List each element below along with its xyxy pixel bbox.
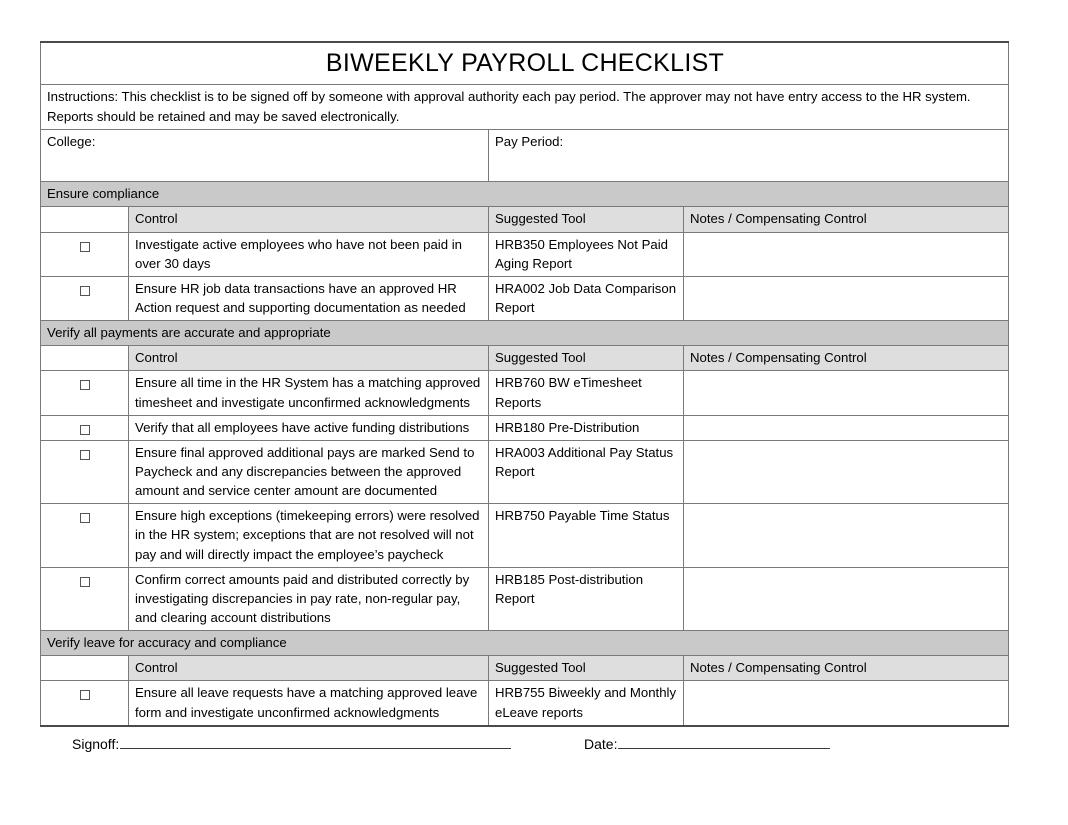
row-checkbox-cell[interactable]	[41, 567, 129, 630]
column-header-suggested-tool: Suggested Tool	[489, 656, 684, 681]
section-header-row	[41, 182, 1009, 207]
signoff-block	[72, 735, 972, 765]
checkbox-empty-icon[interactable]	[80, 380, 90, 390]
signoff-field[interactable]	[72, 735, 511, 752]
date-label: Date:	[584, 736, 618, 752]
section-header-row	[41, 631, 1009, 656]
title-row	[41, 42, 1009, 85]
row-control: Ensure high exceptions (timekeeping errors) were resolved in the HR system; exceptions that are not resolved will not pay and will directly impact the employee’s paycheck	[129, 504, 489, 567]
college-label: College:	[47, 134, 96, 150]
table-row	[41, 415, 1009, 440]
row-control: Ensure final approved additional pays are marked Send to Paycheck and any discrepancies between the approved amount and service center amount are documented	[129, 440, 489, 503]
row-notes[interactable]	[684, 440, 1009, 503]
column-header-control: Control	[129, 346, 489, 371]
row-notes[interactable]	[684, 415, 1009, 440]
row-checkbox-cell[interactable]	[41, 440, 129, 503]
row-notes[interactable]	[684, 567, 1009, 630]
table-row	[41, 440, 1009, 503]
section-heading-ensure-compliance: Ensure compliance	[41, 182, 1009, 207]
row-notes[interactable]	[684, 504, 1009, 567]
column-header-row	[41, 656, 1009, 681]
row-suggested-tool: HRB180 Pre-Distribution	[489, 415, 684, 440]
checkbox-empty-icon[interactable]	[80, 577, 90, 587]
table-row	[41, 371, 1009, 415]
table-row	[41, 232, 1009, 276]
row-suggested-tool: HRB760 BW eTimesheet Reports	[489, 371, 684, 415]
signoff-label: Signoff:	[72, 736, 120, 752]
table-row	[41, 567, 1009, 630]
row-suggested-tool: HRB750 Payable Time Status	[489, 504, 684, 567]
column-header-row	[41, 346, 1009, 371]
checkbox-empty-icon[interactable]	[80, 690, 90, 700]
column-header-checkbox	[41, 207, 129, 232]
section-heading-verify-leave: Verify leave for accuracy and compliance	[41, 631, 1009, 656]
column-header-checkbox	[41, 656, 129, 681]
row-notes[interactable]	[684, 276, 1009, 320]
row-checkbox-cell[interactable]	[41, 504, 129, 567]
instructions-text: Instructions: This checklist is to be signed off by someone with approval authority each pay period. The approver may not have entry access to the HR system. Reports should be retained and may be saved electronically.	[41, 85, 1009, 130]
row-checkbox-cell[interactable]	[41, 415, 129, 440]
row-suggested-tool: HRB350 Employees Not Paid Aging Report	[489, 232, 684, 276]
row-suggested-tool: HRB755 Biweekly and Monthly eLeave reports	[489, 681, 684, 726]
section-heading-verify-payments: Verify all payments are accurate and appropriate	[41, 321, 1009, 346]
row-suggested-tool: HRA002 Job Data Comparison Report	[489, 276, 684, 320]
row-checkbox-cell[interactable]	[41, 276, 129, 320]
pay-period-label: Pay Period:	[495, 134, 564, 150]
row-control: Confirm correct amounts paid and distributed correctly by investigating discrepancies in pay rate, non-regular pay, and clearing account distributions	[129, 567, 489, 630]
entry-fields-row	[41, 130, 1009, 182]
checkbox-empty-icon[interactable]	[80, 286, 90, 296]
row-notes[interactable]	[684, 232, 1009, 276]
checkbox-empty-icon[interactable]	[80, 513, 90, 523]
checkbox-empty-icon[interactable]	[80, 425, 90, 435]
payroll-checklist-table	[40, 41, 1009, 727]
instructions-row	[41, 85, 1009, 130]
pay-period-field[interactable]	[489, 130, 1009, 182]
row-checkbox-cell[interactable]	[41, 232, 129, 276]
row-notes[interactable]	[684, 371, 1009, 415]
column-header-control: Control	[129, 207, 489, 232]
date-field[interactable]	[584, 735, 830, 752]
table-row	[41, 276, 1009, 320]
column-header-notes: Notes / Compensating Control	[684, 656, 1009, 681]
row-control: Ensure all time in the HR System has a matching approved timesheet and investigate unconfirmed acknowledgments	[129, 371, 489, 415]
column-header-notes: Notes / Compensating Control	[684, 346, 1009, 371]
row-suggested-tool: HRA003 Additional Pay Status Report	[489, 440, 684, 503]
column-header-notes: Notes / Compensating Control	[684, 207, 1009, 232]
college-field[interactable]	[41, 130, 489, 182]
column-header-suggested-tool: Suggested Tool	[489, 346, 684, 371]
row-checkbox-cell[interactable]	[41, 371, 129, 415]
column-header-checkbox	[41, 346, 129, 371]
row-notes[interactable]	[684, 681, 1009, 726]
column-header-suggested-tool: Suggested Tool	[489, 207, 684, 232]
table-row	[41, 681, 1009, 726]
column-header-row	[41, 207, 1009, 232]
page-title: BIWEEKLY PAYROLL CHECKLIST	[41, 42, 1009, 85]
date-input-line[interactable]	[618, 735, 830, 749]
row-control: Verify that all employees have active funding distributions	[129, 415, 489, 440]
checkbox-empty-icon[interactable]	[80, 242, 90, 252]
row-checkbox-cell[interactable]	[41, 681, 129, 726]
signoff-input-line[interactable]	[120, 735, 511, 749]
row-suggested-tool: HRB185 Post-distribution Report	[489, 567, 684, 630]
row-control: Ensure all leave requests have a matching approved leave form and investigate unconfirmed acknowledgments	[129, 681, 489, 726]
section-header-row	[41, 321, 1009, 346]
column-header-control: Control	[129, 656, 489, 681]
checkbox-empty-icon[interactable]	[80, 450, 90, 460]
row-control: Ensure HR job data transactions have an approved HR Action request and supporting documentation as needed	[129, 276, 489, 320]
row-control: Investigate active employees who have not been paid in over 30 days	[129, 232, 489, 276]
checklist-body	[41, 42, 1009, 726]
table-row	[41, 504, 1009, 567]
